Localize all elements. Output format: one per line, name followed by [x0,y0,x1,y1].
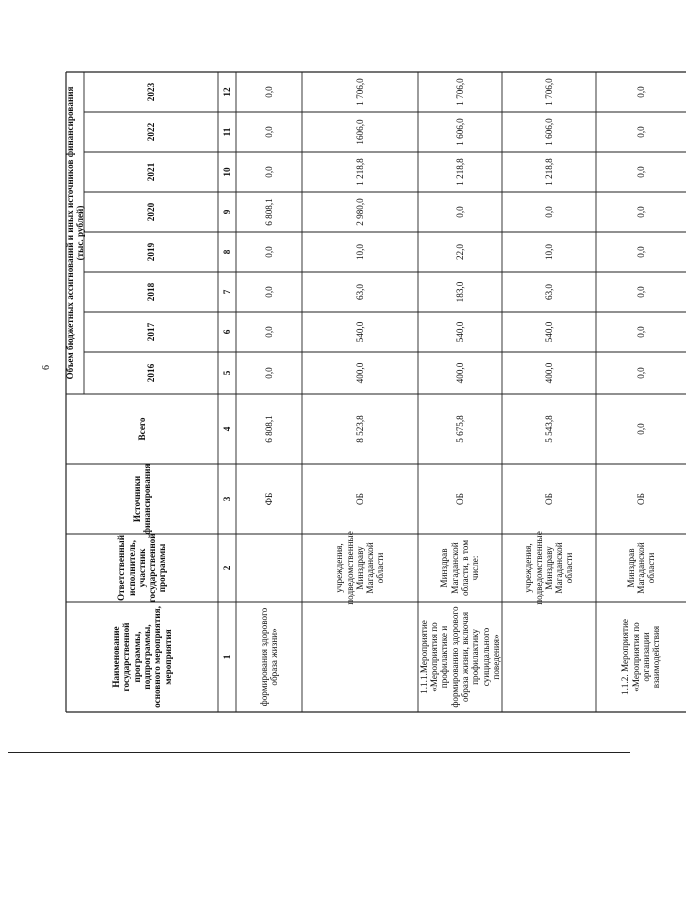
row-value: 0,0 [263,367,274,379]
row-executor [236,534,302,602]
row-name: 1.1.2. Мероприятие «Мероприятия по организации взаимодействия [620,619,662,695]
row-value: 0,0 [635,126,646,138]
header-year: 2020 [145,202,156,222]
header-total: Всего [136,417,147,441]
row-executor: учреждения, подведомственные Минздраву Магаданской области [334,531,386,605]
row-value: 1 706,0 [454,78,465,106]
header-year: 2016 [145,363,156,383]
row-value: 0,0 [263,286,274,298]
row-value: 400,0 [454,362,465,384]
row-source: ОБ [354,493,365,505]
row-value: 1 706,0 [354,78,365,106]
row-value: 0,0 [635,326,646,338]
row-value: 540,0 [543,321,554,343]
header-source: Источники финансирования [131,463,152,535]
row-value: 5 543,8 [543,415,554,443]
header-volume: Объем бюджетных ассигнований и иных источников финансирования (тыс. рублей) [64,86,85,380]
row-value: 6 808,1 [263,198,274,226]
row-value: 0,0 [263,246,274,258]
header-col-number: 7 [221,289,232,295]
row-value: 1 218,8 [543,158,554,186]
row-value: 0,0 [263,126,274,138]
header-year: 2017 [145,322,156,342]
row-value: 5 675,8 [454,415,465,443]
row-value: 0,0 [635,286,646,298]
header-name: Наименование государственной программы, подпрограммы, основного мероприятия, мероприятия [111,606,173,708]
row-value: 0,0 [263,326,274,338]
row-value: 22,0 [454,243,465,261]
row-value: 0,0 [635,166,646,178]
row-value: 0,0 [635,367,646,379]
row-value: 1 706,0 [543,78,554,106]
row-value: 0,0 [635,206,646,218]
header-col-number: 9 [221,209,232,215]
row-executor: Минздрав Магаданской области [625,542,657,594]
row-name: формирования здорового образа жизни» [258,607,279,707]
row-value: 1 218,8 [454,158,465,186]
row-value: 0,0 [263,86,274,98]
header-col-number: 12 [221,87,232,97]
page-number: 6 [41,365,52,370]
row-value: 10,0 [354,243,365,261]
header-year: 2022 [145,122,156,142]
row-value: 400,0 [354,362,365,384]
row-value: 8 523,8 [354,415,365,443]
header-col-number: 4 [221,426,232,432]
header-year: 2018 [145,282,156,302]
row-value: 0,0 [635,246,646,258]
row-executor: Минздрав Магаданской области, в том числе: [439,539,481,597]
header-col-number: 8 [221,249,232,255]
row-source: ФБ [263,492,274,506]
header-col-number: 6 [221,329,232,335]
header-col-number: 5 [221,370,232,376]
row-value: 1 218,8 [354,158,365,186]
row-value: 0,0 [263,166,274,178]
row-value: 0,0 [454,206,465,218]
row-executor: учреждения, подведомственные Минздраву Магаданской области [523,531,575,605]
header-year: 2021 [145,162,156,182]
header-year: 2023 [145,82,156,102]
header-year: 2019 [145,242,156,262]
row-value: 0,0 [635,86,646,98]
budget-table [66,12,686,712]
row-value: 63,0 [354,283,365,301]
header-col-number: 11 [221,127,232,137]
row-source: ОБ [543,493,554,505]
row-source: ОБ [635,493,646,505]
row-value: 183,0 [454,281,465,303]
row-value: 400,0 [543,362,554,384]
row-value: 540,0 [354,321,365,343]
row-value: 540,0 [454,321,465,343]
header-col-number: 2 [221,565,232,571]
row-value: 1606,0 [354,119,365,145]
row-name: 1.1.1.Мероприятие «Мероприятия по профилактике и формированию здорового образа жизни, включая профилактику суицидального поведения» [418,606,501,708]
row-name [502,602,596,712]
row-value: 63,0 [543,283,554,301]
row-value: 1 606,0 [454,118,465,146]
row-value: 0,0 [543,206,554,218]
row-value: 10,0 [543,243,554,261]
header-col-number: 3 [221,496,232,502]
header-executor: Ответственный исполнитель, участник государственной программы [116,533,168,603]
row-value: 1 606,0 [543,118,554,146]
row-value: 2 980,0 [354,198,365,226]
header-col-number: 1 [221,654,232,660]
row-value: 6 808,1 [263,415,274,443]
row-name [302,602,418,712]
row-value: 0,0 [635,423,646,435]
horizontal-rule [8,752,630,753]
header-col-number: 10 [221,167,232,177]
row-source: ОБ [454,493,465,505]
